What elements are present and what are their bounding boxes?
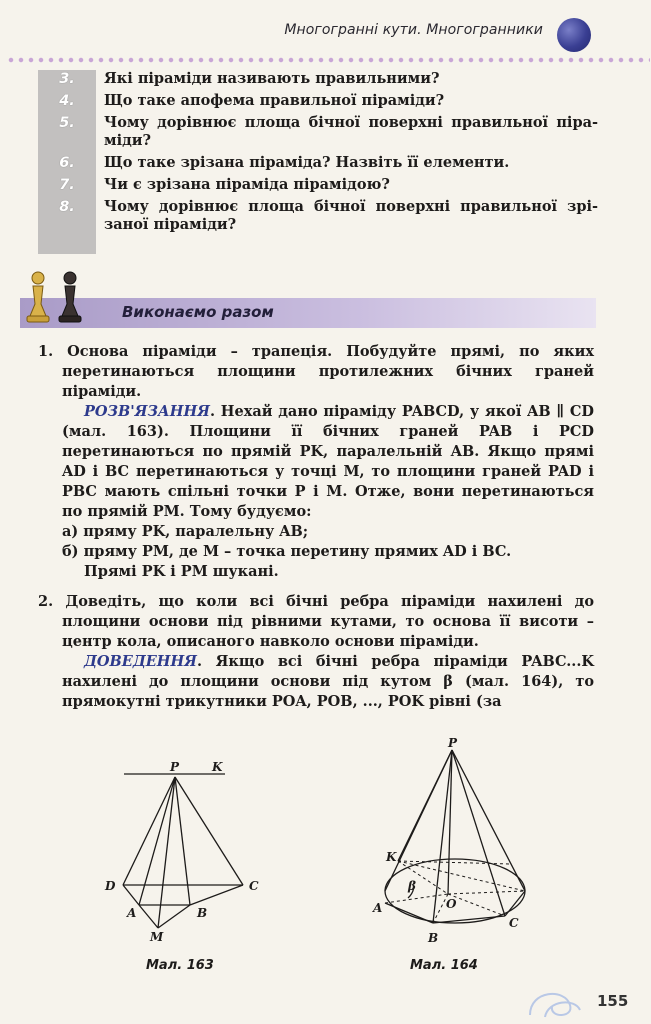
task2-proof-text: . Якщо всі бічні ребра піраміди PABC...K нахилені до площини основи під кутом β (мал. 164), то прямокутні трикутники POA, POB, ..., POK рівні (за (62, 653, 594, 710)
question-text: Що таке зрізана піраміда? Назвіть її елементи. (104, 154, 510, 171)
question-text: Що таке апофема правильної піраміди? (104, 92, 445, 109)
chess-pawns-icon (20, 266, 92, 328)
fig163-label-a: A (127, 906, 137, 920)
question-text: Чи є зрізана піраміда пірамідою? (104, 176, 390, 193)
header-title: Многогранні кути. Многогранники (284, 22, 543, 38)
fig163-label-p: P (170, 760, 180, 774)
page-number: 155 (597, 992, 629, 1010)
question-item (38, 198, 598, 234)
task2-statement: 2. Доведіть, що коли всі бічні ребра піраміди нахилені до площини основи під рівними кутами, то основа її висоти – центр кола, описаного навколо основи піраміди. (38, 593, 594, 650)
fig163-label-b: B (197, 906, 208, 920)
task1-statement: 1. Основа піраміди – трапеція. Побудуйте прямі, по яких перетинаються площини протилежних бічних граней піраміди. (38, 343, 594, 400)
section-title: Виконаємо разом (122, 303, 274, 321)
fig163-label-d: D (105, 879, 116, 893)
task1-solution-text: . Нехай дано піраміду PABCD, у якої AB ∥ CD (мал. 163). Площини її бічних граней PAB і PCD перетинаються по прямій PK, паралельній AB. Якщо прямі AD і BC перетинаються у точці M, то площини граней PAD і PBC мають спільні точки P і M. Отже, вони перетинаються по прямій PM. Тому будуємо: (62, 403, 594, 520)
question-item (38, 70, 598, 88)
question-item (38, 92, 598, 110)
question-number: 6. (59, 155, 75, 171)
task1-step-a: а) пряму PK, паралельну AB; (62, 523, 309, 540)
question-number: 4. (59, 93, 75, 109)
question-number: 8. (59, 199, 75, 215)
dotted-divider (6, 56, 650, 64)
question-text: Які піраміди називають правильними? (104, 70, 440, 87)
fig164-label-beta: β (408, 879, 416, 893)
pawn-dark-icon (59, 272, 81, 322)
figure-163-caption: Мал. 163 (146, 958, 214, 973)
figure-164-caption: Мал. 164 (410, 958, 478, 973)
figure-164-diagram (370, 736, 550, 951)
question-item (38, 154, 598, 172)
task1-step-b: б) пряму PM, де M – точка перетину прямих AD і BC. (62, 543, 512, 560)
question-text: Чому дорівнює площа бічної поверхні правильної піра-міди? (104, 114, 598, 149)
worked-examples (30, 342, 594, 712)
fig164-label-o: O (446, 897, 457, 911)
fig164-label-k: K (386, 850, 397, 864)
fig164-label-b: B (428, 931, 439, 945)
figure-163-diagram (100, 755, 280, 955)
question-item (38, 176, 598, 194)
task1-solution (30, 402, 594, 522)
swirl-decoration-icon (520, 980, 600, 1020)
section-banner (20, 298, 596, 328)
pawn-light-icon (27, 272, 49, 322)
task1-solution-label: РОЗВ'ЯЗАННЯ (84, 403, 210, 420)
fig164-label-a: A (373, 901, 383, 915)
question-number: 3. (59, 71, 75, 87)
task2-proof-label: ДОВЕДЕННЯ (84, 653, 197, 670)
fig163-label-k: K (212, 760, 223, 774)
question-number: 5. (59, 115, 75, 131)
header-ball-decoration (557, 18, 591, 52)
task1-conclusion: Прямі PK і PM шукані. (84, 563, 279, 580)
fig163-label-m: M (150, 930, 164, 944)
question-number: 7. (59, 177, 75, 193)
question-list (38, 70, 598, 238)
question-text: Чому дорівнює площа бічної поверхні правильної зрі-заної піраміди? (104, 198, 598, 233)
fig164-label-p: P (448, 736, 458, 750)
fig164-label-c: C (509, 916, 519, 930)
question-item (38, 114, 598, 150)
task2-proof (30, 652, 594, 712)
fig163-label-c: C (249, 879, 259, 893)
